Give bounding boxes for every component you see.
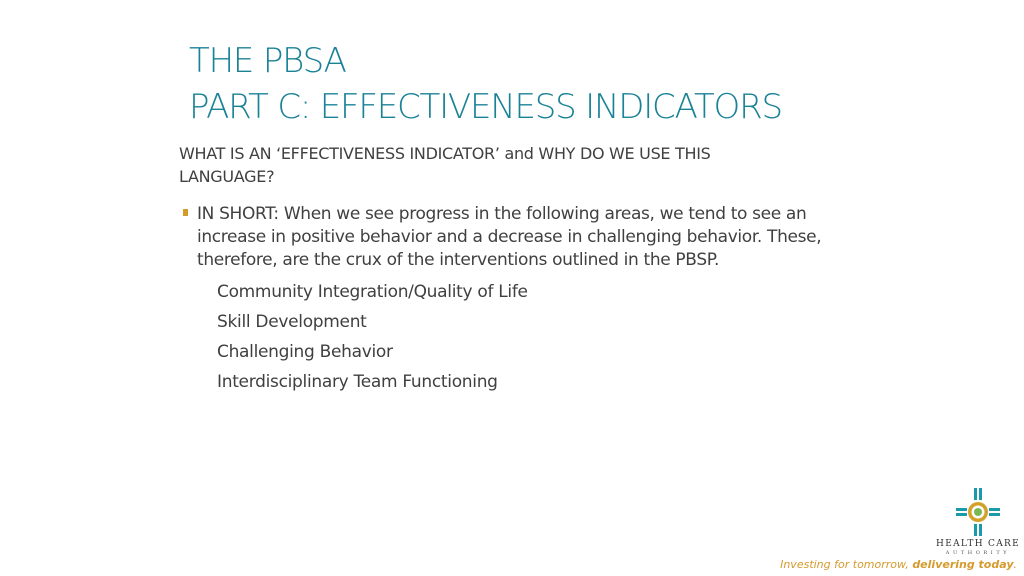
- list-item-challenging-behavior: Challenging Behavior: [217, 342, 393, 362]
- list-item-community-integration: Community Integration/Quality of Life: [217, 282, 528, 302]
- list-item-team-functioning: Interdisciplinary Team Functioning: [217, 372, 498, 392]
- tagline-part-1: Investing for tomorrow,: [780, 558, 913, 571]
- zia-sun-symbol-icon: [956, 488, 1000, 538]
- slide-title: [189, 38, 782, 130]
- logo-name: HEALTH CARE: [936, 539, 1020, 549]
- tagline-part-3: .: [1013, 558, 1017, 571]
- title-line-2: PART C: EFFECTIVENESS INDICATORS: [189, 87, 782, 127]
- bullet-marker-icon: [183, 209, 188, 216]
- logo-subname: AUTHORITY: [945, 550, 1011, 556]
- title-line-1: THE PBSA: [189, 41, 346, 81]
- bullet-text: IN SHORT: When we see progress in the following areas, we tend to see an increase in positive behavior and a decrease in challenging behavior. These, therefore, are the crux of the interventions outlined in the PBSP.: [197, 204, 822, 270]
- tagline-part-2: delivering today: [912, 558, 1014, 571]
- bullet-item: [183, 203, 843, 272]
- health-care-authority-logo: [935, 488, 1021, 560]
- list-item-skill-development: Skill Development: [217, 312, 367, 332]
- indicator-list: [217, 277, 528, 397]
- subtitle-question: WHAT IS AN ‘EFFECTIVENESS INDICATOR’ and WHY DO WE USE THIS LANGUAGE?: [179, 144, 711, 186]
- footer-tagline: [780, 558, 1017, 571]
